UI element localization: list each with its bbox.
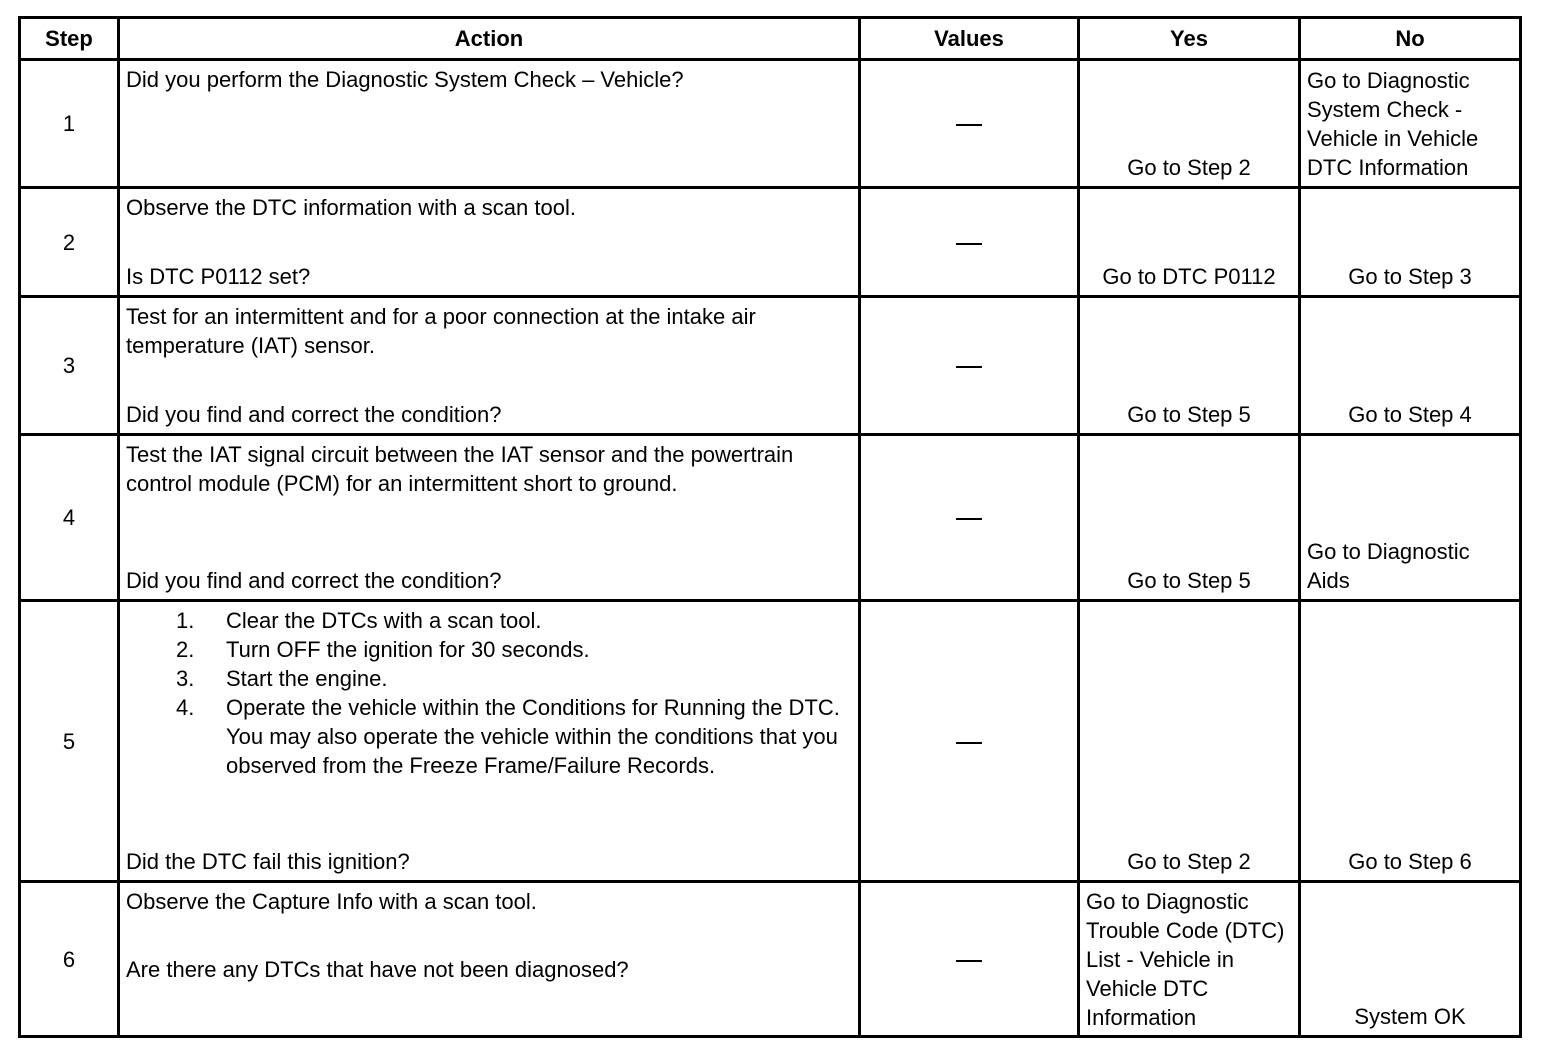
no-text: Go to Step 3 — [1348, 264, 1472, 289]
list-item-number: 3. — [176, 666, 195, 691]
no-cell — [1300, 188, 1521, 297]
action-cell — [119, 882, 860, 1037]
list-item — [126, 664, 852, 693]
action-question: Are there any DTCs that have not been diagnosed? — [126, 957, 629, 982]
yes-text: Go to Step 2 — [1127, 849, 1251, 874]
list-item-text: Operate the vehicle within the Conditions for Running the DTC. You may also operate the vehicle within the conditions that you observed from the Freeze Frame/Failure Records. — [226, 695, 840, 778]
header-row — [20, 18, 1521, 60]
yes-text: Go to Step 5 — [1127, 568, 1251, 593]
yes-text: Go to Step 2 — [1127, 155, 1251, 180]
values-cell — [860, 297, 1079, 435]
values-dash — [956, 243, 982, 245]
values-cell — [860, 188, 1079, 297]
action-question: Did the DTC fail this ignition? — [126, 849, 410, 874]
list-item-text: Start the engine. — [226, 666, 388, 691]
step-number: 1 — [20, 60, 119, 188]
step-number: 3 — [20, 297, 119, 435]
action-question: Did you find and correct the condition? — [126, 568, 502, 593]
table-row — [20, 297, 1521, 435]
yes-text: Go to Step 5 — [1127, 402, 1251, 427]
no-cell — [1300, 297, 1521, 435]
values-cell — [860, 882, 1079, 1037]
action-cell — [119, 435, 860, 601]
no-cell — [1300, 60, 1521, 188]
values-dash — [956, 960, 982, 962]
table-row — [20, 435, 1521, 601]
yes-cell — [1079, 601, 1300, 882]
diagnostic-table — [18, 16, 1522, 1038]
list-item-text: Turn OFF the ignition for 30 seconds. — [226, 637, 590, 662]
values-cell — [860, 435, 1079, 601]
header-step: Step — [20, 18, 119, 60]
yes-text: Go to DTC P0112 — [1102, 264, 1276, 289]
action-text: Test the IAT signal circuit between the IAT sensor and the powertrain control module (PCM) for an intermittent short to ground. — [126, 442, 794, 496]
list-item-number: 2. — [176, 637, 195, 662]
table-row — [20, 60, 1521, 188]
list-item-text: Clear the DTCs with a scan tool. — [226, 608, 542, 633]
no-text: System OK — [1354, 1004, 1466, 1029]
no-text: Go to Step 4 — [1348, 402, 1472, 427]
yes-cell — [1079, 188, 1300, 297]
values-dash — [956, 366, 982, 368]
no-text: Go to Step 6 — [1348, 849, 1472, 874]
values-dash — [956, 742, 982, 744]
list-item — [126, 606, 852, 635]
values-dash — [956, 518, 982, 520]
header-values: Values — [860, 18, 1079, 60]
list-item — [126, 693, 852, 780]
header-action: Action — [119, 18, 860, 60]
action-text: Observe the DTC information with a scan tool. — [126, 195, 576, 220]
action-cell — [119, 297, 860, 435]
yes-cell — [1079, 882, 1300, 1037]
no-text: Go to Diagnostic Aids — [1307, 539, 1470, 593]
step-number: 2 — [20, 188, 119, 297]
values-cell — [860, 601, 1079, 882]
values-dash — [956, 124, 982, 126]
no-text: Go to Diagnostic System Check - Vehicle in Vehicle DTC Information — [1307, 68, 1479, 180]
no-cell — [1300, 601, 1521, 882]
values-cell — [860, 60, 1079, 188]
list-item-number: 1. — [176, 608, 195, 633]
yes-cell — [1079, 297, 1300, 435]
header-yes: Yes — [1079, 18, 1300, 60]
list-item — [126, 635, 852, 664]
table-row — [20, 882, 1521, 1037]
yes-cell — [1079, 60, 1300, 188]
action-question: Is DTC P0112 set? — [126, 264, 311, 289]
header-no: No — [1300, 18, 1521, 60]
action-text: Did you perform the Diagnostic System Check – Vehicle? — [126, 67, 684, 92]
action-text: Observe the Capture Info with a scan tool. — [126, 889, 537, 914]
action-cell — [119, 188, 860, 297]
list-item-number: 4. — [176, 695, 195, 720]
no-cell — [1300, 435, 1521, 601]
yes-cell — [1079, 435, 1300, 601]
action-question: Did you find and correct the condition? — [126, 402, 502, 427]
action-text: Test for an intermittent and for a poor connection at the intake air temperature (IAT) sensor. — [126, 304, 756, 358]
action-cell — [119, 60, 860, 188]
no-cell — [1300, 882, 1521, 1037]
step-number: 4 — [20, 435, 119, 601]
table-row — [20, 601, 1521, 882]
table-row — [20, 188, 1521, 297]
step-number: 6 — [20, 882, 119, 1037]
yes-text: Go to Diagnostic Trouble Code (DTC) List - Vehicle in Vehicle DTC Information — [1086, 889, 1285, 1030]
action-cell — [119, 601, 860, 882]
step-number: 5 — [20, 601, 119, 882]
action-steps-list — [126, 606, 852, 780]
